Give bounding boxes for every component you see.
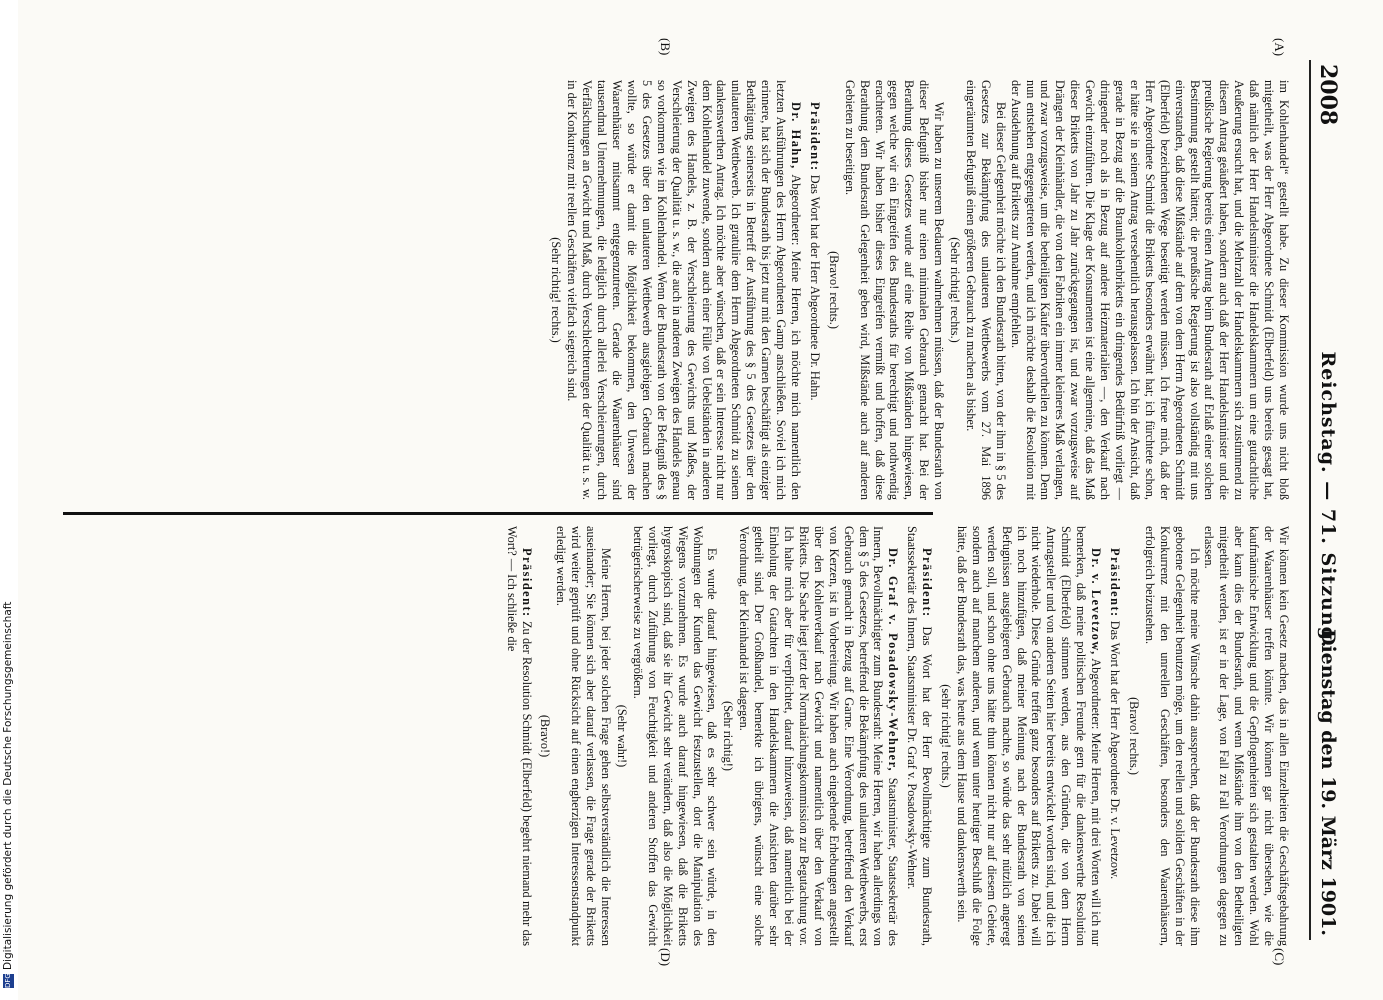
paragraph	[954, 526, 1103, 946]
paragraph	[736, 526, 900, 946]
speech-text: Das Wort hat der Herr Abgeordnete Dr. v. Levetzow.	[1108, 617, 1123, 880]
left-text-column	[81, 80, 1291, 500]
interjection: (Sehr richtig!)	[721, 701, 736, 771]
paragraph	[807, 80, 822, 500]
speaker-name: Präsident:	[920, 548, 935, 618]
interjection: (Sehr richtig! rechts.)	[948, 237, 963, 343]
page-header	[1309, 60, 1343, 940]
margin-mark-d: (D)	[658, 948, 673, 967]
paragraph	[904, 526, 934, 946]
speech-text: Das Wort hat der Herr Bevollmächtigte zum Bundesrath, Staatssekretär des Innern, Staatsminister Dr. Graf v. Posadowsky-Wehner.	[905, 526, 935, 946]
paragraph: Meine Herren, bei jeder solchen Frage gehen selbstverständlich die Interessen auseinander; Sie können sich aber darauf verlassen, die Frage gerade der Briketts wird weiter geprüft und ohne Rücksicht auf einen engherzigen Interessenstandpunkt erledigt werden.	[554, 526, 614, 946]
speaker-name: Präsident:	[519, 548, 534, 618]
paragraph: im Kohlenhandel“ gestellt habe. Zu dieser Kommission wurde uns nicht bloß mitgetheilt, was der Herr Abgeordnete Schmidt (Elberfeld) uns bereits gesagt hat, daß nämlich der Herr Handelsminister die Handelskammern um eine gutachtliche Aeußerung ersucht hat, und die Mehrzahl der Handelskammern sich zustimmend zu diesem Antrag geäußert haben, sondern auch daß der Herr Handelsminister und die preußische Regierung bereits einen Antrag beim Bundesrath auf Erlaß einer solchen Bestimmung gestellt hätten; die preußische Regierung ist also vollständig mit uns einverstanden, daß diese Mißstände auf dem von dem Herrn Abgeordneten Schmidt (Elberfeld) bezeichneten Wege beseitigt werden müssen. Ich freue mich, daß der Herr Abgeordnete Schmidt die Briketts besonders erwähnt hat; ich fürchtete schon, er hätte sie in seinem Antrag versehentlich herausgelassen. Ich bin der Ansicht, daß gerade in Bezug auf die Braunkohlenbriketts ein dringendes Bedürfniß vorliegt — dringender noch als in Bezug auf andere Heizmaterialien —, den Verkauf nach Gewicht einzuführen. Die Klage der Konsumenten ist eine allgemeine, daß das Maß dieser Briketts von Jahr zu Jahr zurückgegangen ist, und zwar vorzugsweise auf Drängen der Kleinhändler, die von den Fabriken ein immer kleineres Maß verlangen, und zwar vorzugsweise, um die betheiligten Käufer übervortheilen zu können. Denn nun entstehen entgegengetreten werden, und ich möchte deshalb die Resolution mit der Ausdehnung auf Briketts zur Annahme empfehlen.	[1008, 80, 1291, 500]
paragraph: Ich möchte meine Wünsche dahin aussprechen, daß der Bundesrath diese ihm gebotene Gelegenheit benutzen möge, um den reellen und soliden Geschäften in der Konkurrenz mit den unreellen Geschäften, besonders den Waarenhäusern, erfolgreich beizustehen.	[1142, 526, 1202, 946]
right-text-column	[81, 526, 1291, 946]
paragraph: Wir haben zu unserem Bedauern wahrnehmen müssen, daß der Bundesrath von dieser Befugniß bisher nur einen minimalen Gebrauch gemacht hat. Bei der Berathung dieses Gesetzes wurde auf eine Reihe von Mißständen hingewiesen, gegen welche wir ein Eingreifen des Bundesraths für berechtigt und nothwendig erachteten. Wir haben bisher dieses Eingreifen vermißt und hoffen, daß diese Berathung dem Bundesrath Gelegenheit geben wird, Mißstände auch auf anderen Gebieten zu beseitigen.	[842, 80, 947, 500]
speaker-name: Dr. Hahn,	[789, 102, 803, 170]
interjection: (Bravo! rechts.)	[826, 251, 841, 329]
interjection: (Bravo!)	[538, 714, 553, 758]
speaker-name: Dr. v. Levetzow,	[1089, 548, 1104, 656]
speech-text: Staatsminister, Staatssekretär des Innern, Bevollmächtigter zum Bundesrath: Meine Herren, wir haben allerdings von dem § 5 des Gesetzes, betreffend die Bekämpfung des unlauteren Wettbewerbs, erst Gebrauch gemacht in Bezug auf Garne. Eine Verordnung, betreffend den Verkauf von Kerzen, ist in Vorbereitung. Wir haben auch eingehende Erhebungen angestellt über den Kohlenverkauf nach Gewicht und namentlich über den Verkauf von Briketts. Die Sache liegt jetzt der Normalaichungskommission zur Begutachtung vor. Ich halte mich aber für verpflichtet, darauf hinzuweisen, daß namentlich bei der Einholung der Gutachten in den Handelskammern die Ansichten darüber sehr getheilt sind. Der Großhandel, bemerkte ich übrigens, wünscht eine solche Verordnung, der Kleinhandel ist dagegen.	[737, 526, 901, 946]
digitization-strip	[0, 0, 18, 1000]
speech-text: Das Wort hat der Herr Abgeordnete Dr. Hahn.	[807, 171, 822, 401]
paragraph: Bei dieser Gelegenheit möchte ich den Bundesrath bitten, von der ihm in § 5 des Gesetzes zur Bekämpfung des unlauteren Wettbewerbs vom 27. Mai 1896 eingeräumten Befugniß einen größeren Gebrauch zu machen als bisher.	[963, 80, 1008, 500]
interjection: (Sehr richtig! rechts.)	[549, 237, 564, 343]
interjection: (Sehr wahr!)	[615, 704, 630, 768]
session-date: Dienstag den 19. März 1901.	[1317, 628, 1339, 936]
margin-mark-a: (A)	[1272, 38, 1287, 57]
paragraph	[1107, 526, 1122, 946]
column-divider	[63, 512, 933, 515]
interjection: (Bravo! rechts.)	[1126, 697, 1141, 775]
speech-text: Zu der Resolution Schmidt (Elberfeld) begehrt niemand mehr das Wort? — Ich schließe die	[504, 526, 534, 946]
paragraph: Wir können kein Gesetz machen, das in allen Einzelheiten die Geschäftsgebahrung der Waarenhäuser treffen könnte. Wir können gar nicht übersehen, wie die kaufmännische Entwicklung und die Gepflogenheiten sich gestalten werden. Wohl aber kann dies der Bundesrath, und wenn Mißstände ihm von den Betheiligten mitgetheilt werden, ist er in der Lage, von Fall zu Fall Verordnungen dagegen zu erlassen.	[1202, 526, 1291, 946]
interjection: (sehr richtig! rechts.)	[939, 684, 954, 788]
speaker-name: Dr. Graf v. Posadowsky-Wehner,	[886, 548, 901, 773]
page-number: 2008	[1315, 64, 1341, 126]
paragraph	[504, 526, 534, 946]
speaker-name: Präsident:	[807, 102, 822, 172]
margin-mark-b: (B)	[658, 38, 673, 56]
margin-mark-c: (C)	[1272, 948, 1287, 966]
digitization-note: Digitalisierung gefördert durch die Deutsche Forschungsgemeinschaft	[2, 601, 14, 970]
paragraph	[565, 80, 804, 500]
dfg-logo-icon: DFG	[3, 973, 12, 988]
session-title: Reichstag. — 71. Sitzung.	[1317, 351, 1339, 649]
speech-text: Abgeordneter: Meine Herren, mit drei Worten will ich nur bemerken, daß meine politischen Freunde gern für die dankenswerthe Resolution Schmidt (Elberfeld) stimmen werden, aus den Gründen, die von dem Herrn Antragsteller und von anderen Seiten hier bereits entwickelt worden sind, und die ich nicht wiederhole. Diese Gründe treffen ganz besonders auf Briketts zu. Dabei will ich noch hinzufügen, daß meiner Meinung nach der Bundesrath von seinen Befugnissen ausgiebigeren Gebrauch machte, so würde das sehr nützlich angeregt werden soll, und schon ohne uns hätte thun können nicht nur auf diesem Gebiete, sondern auch auf manchem anderen, und wenn unter heutiger Beschluß die Folge hätte, daß der Bundesrath das, was heute aus dem Hause und dankenswerth sein.	[954, 526, 1104, 946]
paragraph: Es wurde darauf hingewiesen, daß es sehr schwer sein würde, in den Wohnungen der Kunden das Gewicht festzustellen, dort die Manipulation des Wiegens vorzunehmen. Es wurde auch darauf hingewiesen, daß die Briketts hygroskopisch sind, daß sie ihr Gewicht sehr verändern, daß also die Möglichkeit vorliegt, durch Zuführung von Feuchtigkeit und anderen Stoffen das Gewicht betrügerischerweise zu vergrößern.	[630, 526, 720, 946]
speech-text: Abgeordneter: Meine Herren, ich möchte mich namentlich den letzten Ausführungen des Herrn Abgeordneten Gamp anschließen. Soviel ich mich erinnere, hat sich der Bundesrath bis jetzt nur mit den Garnen beschäftigt als einziger Bethätigung seinerseits in Betreff der Ausführung des § 5 des Gesetzes über den unlauteren Wettbewerb. Ich gratulire dem Herrn Abgeordneten Schmidt zu seinem dankenswerthen Antrag. Ich möchte aber wünschen, daß er sein Interesse nicht nur dem Kohlenhandel zuwende, sondern auch einer Fülle von Uebelständen in anderen Zweigen des Handels, z. B. der Verschleierung des Gewichts und Maßes, der Verschleierung der Qualität u. s. w., die auch in anderen Zweigen des Handels genau so vorkommen wie im Kohlenhandel. Wenn der Bundesrath von der Befugniß des § 5 des Gesetzes über den unlauteren Wettbewerb ausgiebigen Gebrauch machen wollte, so würde er damit die Möglichkeit bekommen, den Unwesen der Waarenhäuser mitsammt entgegenzutreten. Gerade die Waarenhäuser sind tausendmal Unternehmungen, die lediglich durch allerlei Verschleierungen, durch Verfälschungen an Gewicht und Maß, durch Verschlechterungen der Qualität u. s. w. in der Konkurrenz mit reellen Geschäften vielfach siegreich sind.	[565, 80, 803, 500]
speaker-name: Präsident:	[1108, 548, 1123, 618]
